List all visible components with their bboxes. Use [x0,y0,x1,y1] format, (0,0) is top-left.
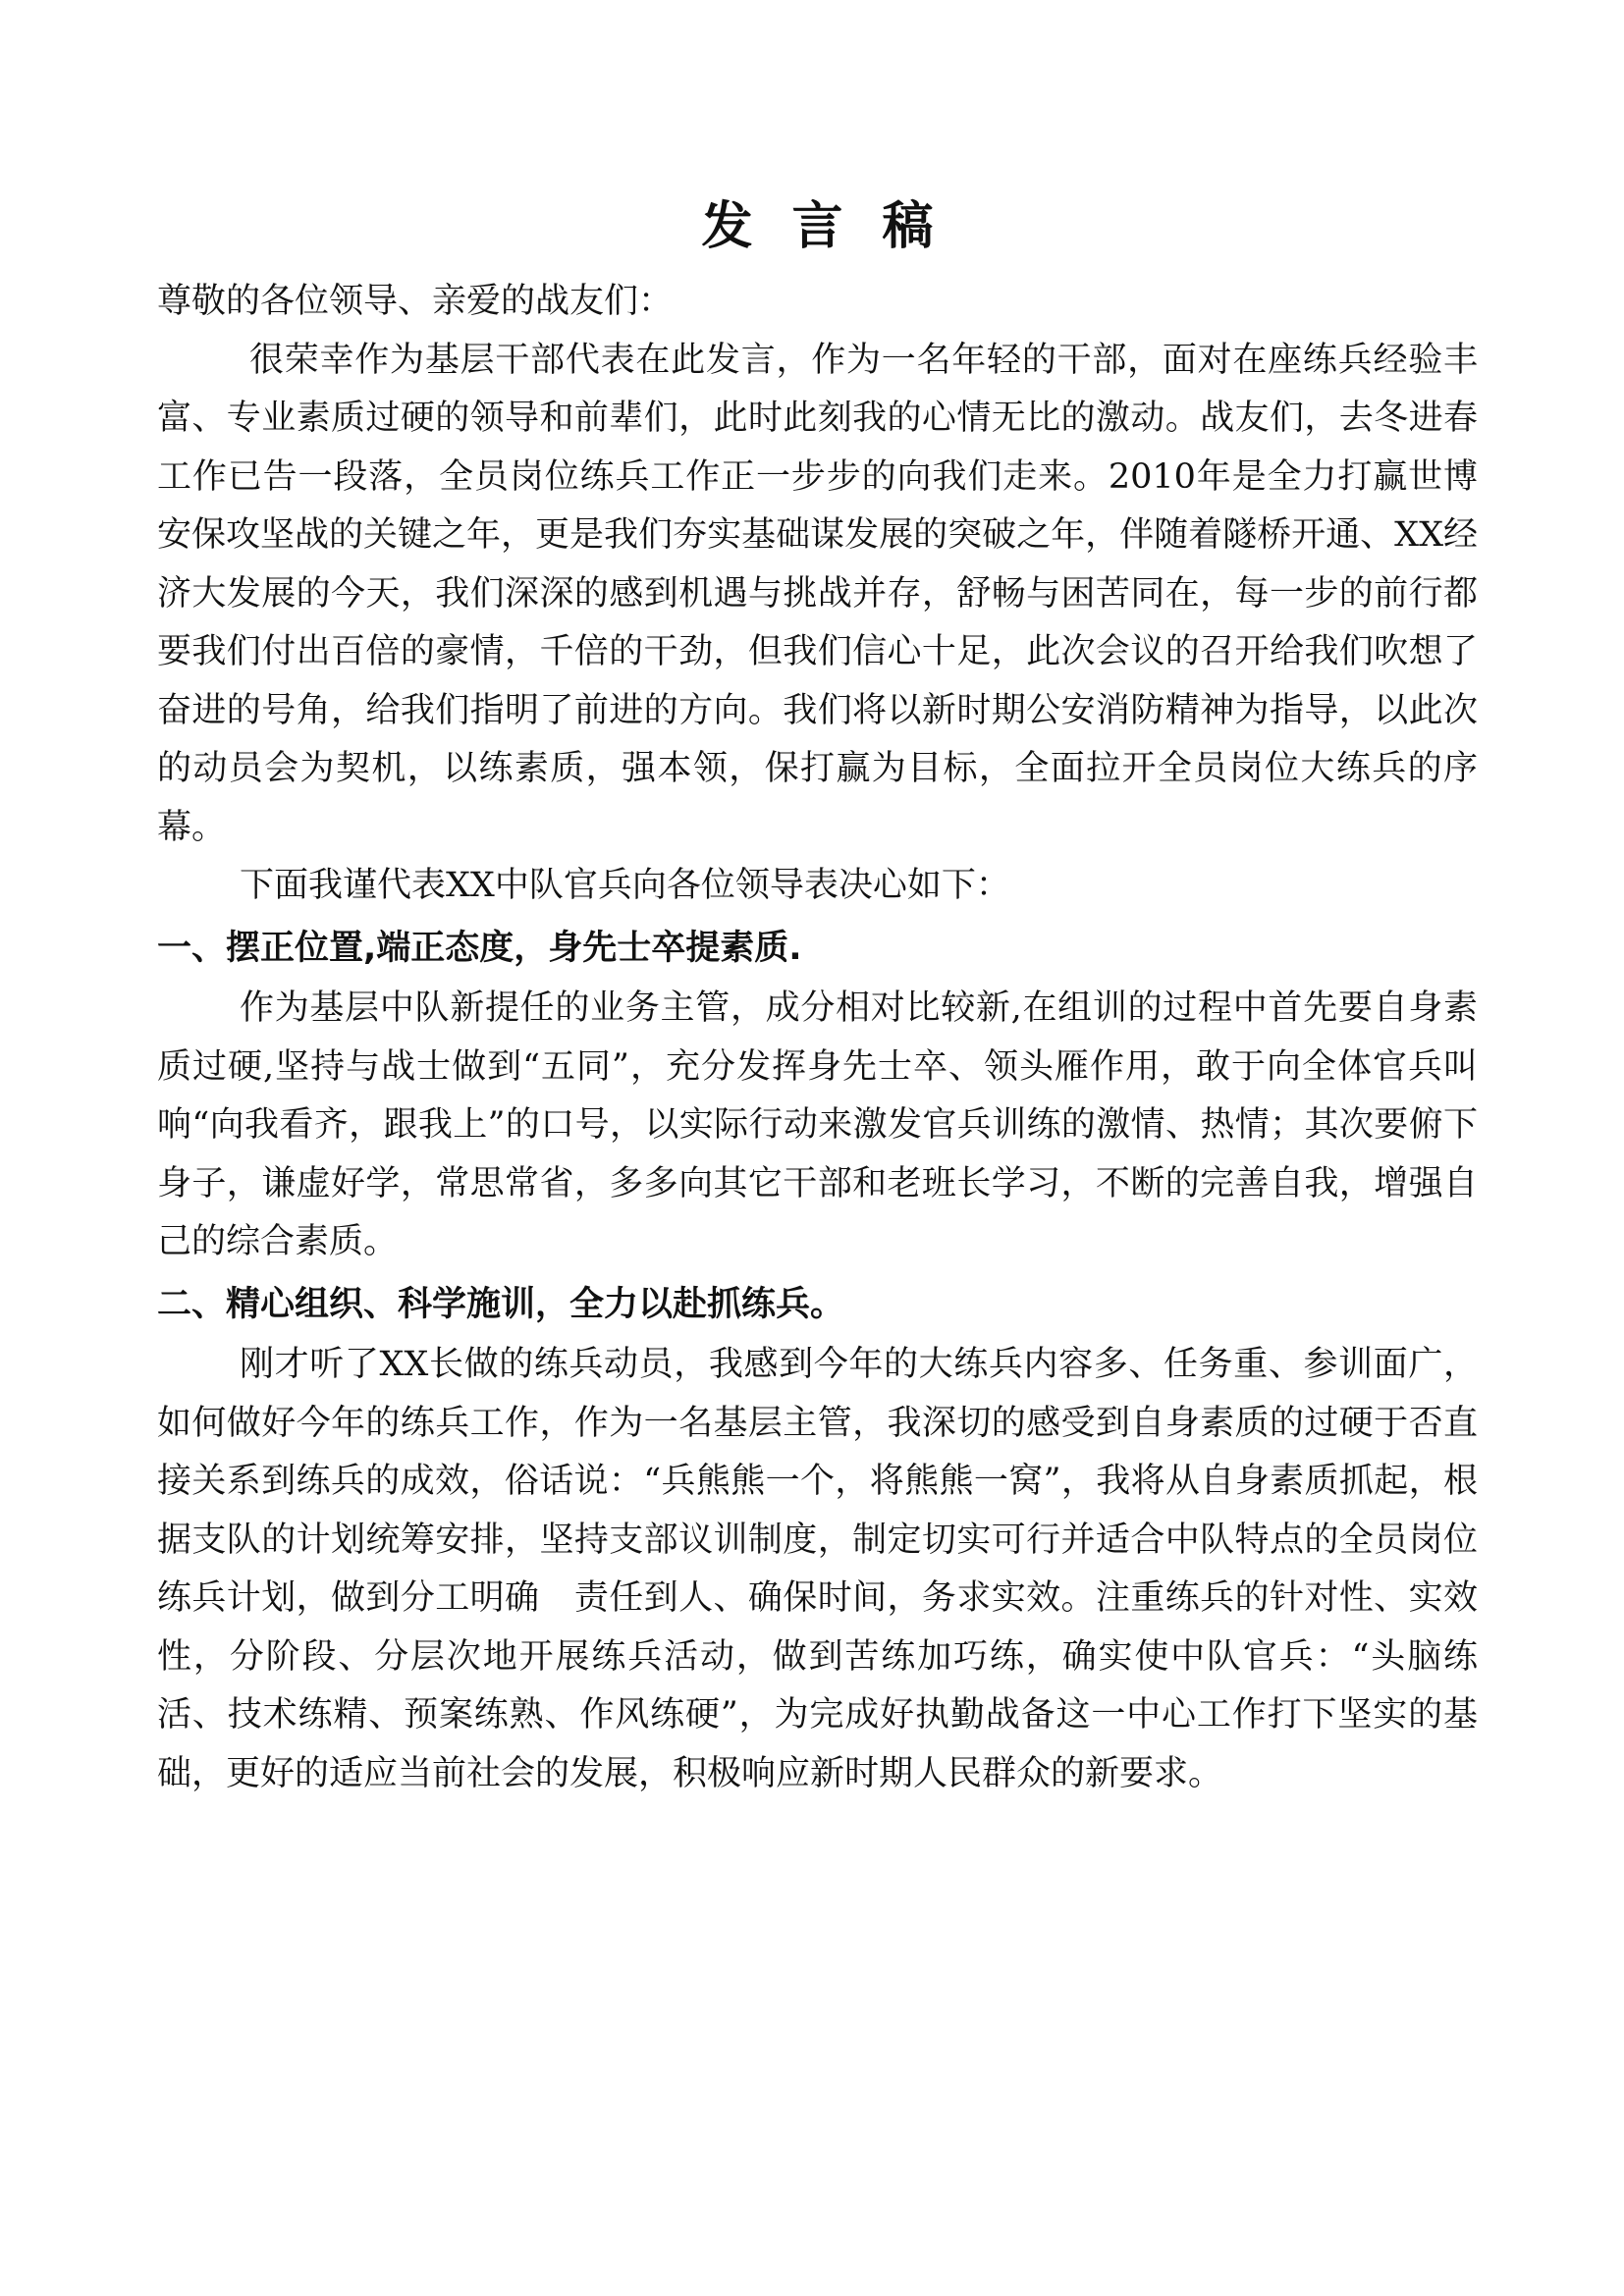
intro-paragraph: 很荣幸作为基层干部代表在此发言，作为一名年轻的干部，面对在座练兵经验丰富、专业素质过硬的领导和前辈们，此时此刻我的心情无比的激动。战友们，去冬进春工作已告一段落，全员岗位练兵工作正一步步的向我们走来。2010年是全力打赢世博安保攻坚战的关键之年，更是我们夯实基础谋发展的突破之年，伴随着隧桥开通、XX经济大发展的今天，我们深深的感到机遇与挑战并存，舒畅与困苦同在，每一步的前行都要我们付出百倍的豪情，千倍的干劲，但我们信心十足，此次会议的召开给我们吹想了奋进的号角，给我们指明了前进的方向。我们将以新时期公安消防精神为指导，以此次的动员会为契机，以练素质，强本领，保打赢为目标，全面拉开全员岗位大练兵的序幕。 [157,340,1478,847]
section-heading: 一、摆正位置,端正态度，身先士卒提素质. [157,928,802,968]
document-page [157,192,1478,1803]
document-title: 发言稿 [701,197,973,256]
section-body: 刚才听了XX长做的练兵动员，我感到今年的大练兵内容多、任务重、参训面广，如何做好今年的练兵工作，作为一名基层主管，我深切的感受到自身素质的过硬于否直接关系到练兵的成效，俗话说：“兵熊熊一个，将熊熊一窝”，我将从自身素质抓起，根据支队的计划统筹安排，坚持支部议训制度，制定切实可行并适合中队特点的全员岗位练兵计划，做到分工明确 责任到人、确保时间，务求实效。注重练兵的针对性、实效性，分阶段、分层次地开展练兵活动，做到苦练加巧练，确实使中队官兵：“头脑练活、技术练精、预案练熟、作风练硬”，为完成好执勤战备这一中心工作打下坚实的基础，更好的适应当前社会的发展，积极响应新时期人民群众的新要求。 [157,1345,1478,1793]
section-1 [157,920,1478,1272]
section-2 [157,1276,1478,1804]
section-body: 作为基层中队新提任的业务主管，成分相对比较新,在组训的过程中首先要自身素质过硬,坚持与战士做到“五同”，充分发挥身先士卒、领头雁作用，敢于向全体官兵叫响“向我看齐，跟我上”的口号，以实际行动来激发官兵训练的激情、热情；其次要俯下身子，谦虚好学，常思常省，多多向其它干部和老班长学习，不断的完善自我，增强自己的综合素质。 [157,988,1478,1261]
pledge-intro-paragraph: 下面我谨代表XX中队官兵向各位领导表决心如下： [240,866,1010,905]
section-heading: 二、精心组织、科学施训，全力以赴抓练兵。 [157,1284,845,1324]
salutation: 尊敬的各位领导、亲爱的战友们： [157,282,674,321]
